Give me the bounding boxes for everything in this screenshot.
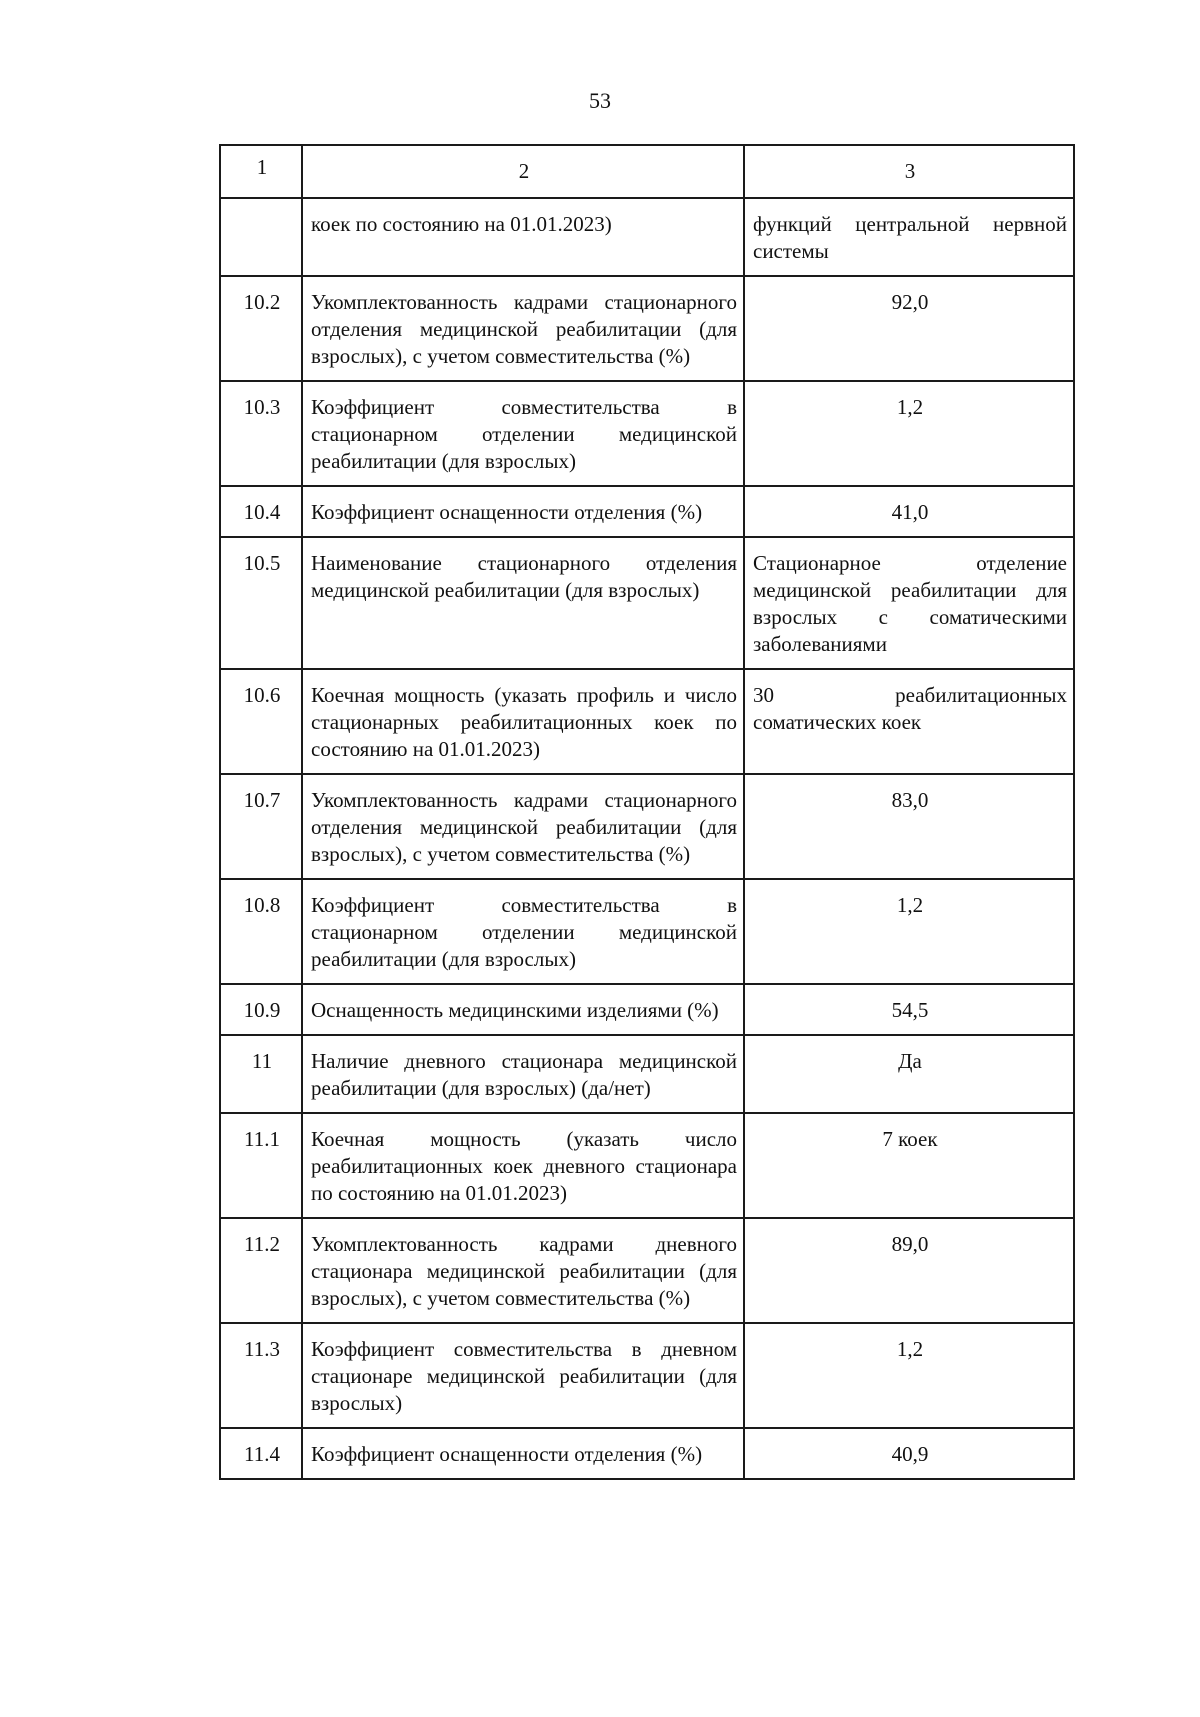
indicator-value: Да	[744, 1035, 1074, 1113]
indicator-name: Коечная мощность (указать профиль и число стационарных реабилитационных коек по состоянию на 01.01.2023)	[302, 669, 744, 774]
row-number: 11	[220, 1035, 302, 1113]
header-col-1: 1	[220, 145, 302, 198]
indicator-value: 1,2	[744, 1323, 1074, 1428]
table-row	[220, 198, 1074, 276]
row-number: 11.3	[220, 1323, 302, 1428]
indicator-name: Коэффициент совместительства в стационарном отделении медицинской реабилитации (для взрослых)	[302, 381, 744, 486]
page-number: 53	[589, 88, 611, 113]
table-row	[220, 276, 1074, 381]
row-number: 11.2	[220, 1218, 302, 1323]
row-number: 10.5	[220, 537, 302, 669]
table-row	[220, 774, 1074, 879]
row-number: 11.1	[220, 1113, 302, 1218]
header-col-2: 2	[302, 145, 744, 198]
indicator-name: Наличие дневного стационара медицинской реабилитации (для взрослых) (да/нет)	[302, 1035, 744, 1113]
table-row	[220, 984, 1074, 1035]
table-row	[220, 1113, 1074, 1218]
indicators-table	[219, 144, 1075, 1480]
indicator-value: 1,2	[744, 879, 1074, 984]
indicator-value: 7 коек	[744, 1113, 1074, 1218]
row-number: 10.6	[220, 669, 302, 774]
table-row	[220, 1323, 1074, 1428]
indicator-name: Укомплектованность кадрами стационарного отделения медицинской реабилитации (для взрослых), с учетом совместительства (%)	[302, 276, 744, 381]
indicator-name: Коэффициент совместительства в дневном стационаре медицинской реабилитации (для взрослых)	[302, 1323, 744, 1428]
indicator-name: Укомплектованность кадрами стационарного отделения медицинской реабилитации (для взрослых), с учетом совместительства (%)	[302, 774, 744, 879]
indicator-value: 92,0	[744, 276, 1074, 381]
row-number: 10.4	[220, 486, 302, 537]
indicator-value: 1,2	[744, 381, 1074, 486]
row-number: 10.2	[220, 276, 302, 381]
table-row	[220, 1428, 1074, 1479]
indicator-value: 40,9	[744, 1428, 1074, 1479]
table-row	[220, 879, 1074, 984]
table-body	[220, 145, 1074, 1479]
row-number: 10.9	[220, 984, 302, 1035]
table-header-row	[220, 145, 1074, 198]
row-number: 10.3	[220, 381, 302, 486]
indicator-name: Коечная мощность (указать число реабилитационных коек дневного стационара по состоянию на 01.01.2023)	[302, 1113, 744, 1218]
indicator-name: Коэффициент оснащенности отделения (%)	[302, 1428, 744, 1479]
indicator-value: Стационарное отделение медицинской реабилитации для взрослых с соматическими заболеваниями	[744, 537, 1074, 669]
row-number	[220, 198, 302, 276]
row-number: 10.7	[220, 774, 302, 879]
indicator-value: 83,0	[744, 774, 1074, 879]
table-row	[220, 537, 1074, 669]
indicator-value: 89,0	[744, 1218, 1074, 1323]
row-number: 10.8	[220, 879, 302, 984]
indicator-name: Укомплектованность кадрами дневного стационара медицинской реабилитации (для взрослых), с учетом совместительства (%)	[302, 1218, 744, 1323]
table-row	[220, 669, 1074, 774]
indicator-name: Оснащенность медицинскими изделиями (%)	[302, 984, 744, 1035]
table-row	[220, 1218, 1074, 1323]
indicator-value: 54,5	[744, 984, 1074, 1035]
table-row	[220, 1035, 1074, 1113]
indicator-value: 41,0	[744, 486, 1074, 537]
indicator-name: Коэффициент оснащенности отделения (%)	[302, 486, 744, 537]
indicator-value: 30 реабилитационных соматических коек	[744, 669, 1074, 774]
row-number: 11.4	[220, 1428, 302, 1479]
indicator-value: функций центральной нервной системы	[744, 198, 1074, 276]
table-row	[220, 381, 1074, 486]
indicator-name: Наименование стационарного отделения медицинской реабилитации (для взрослых)	[302, 537, 744, 669]
indicator-name: Коэффициент совместительства в стационарном отделении медицинской реабилитации (для взрослых)	[302, 879, 744, 984]
header-col-3: 3	[744, 145, 1074, 198]
table-row	[220, 486, 1074, 537]
indicator-name: коек по состоянию на 01.01.2023)	[302, 198, 744, 276]
